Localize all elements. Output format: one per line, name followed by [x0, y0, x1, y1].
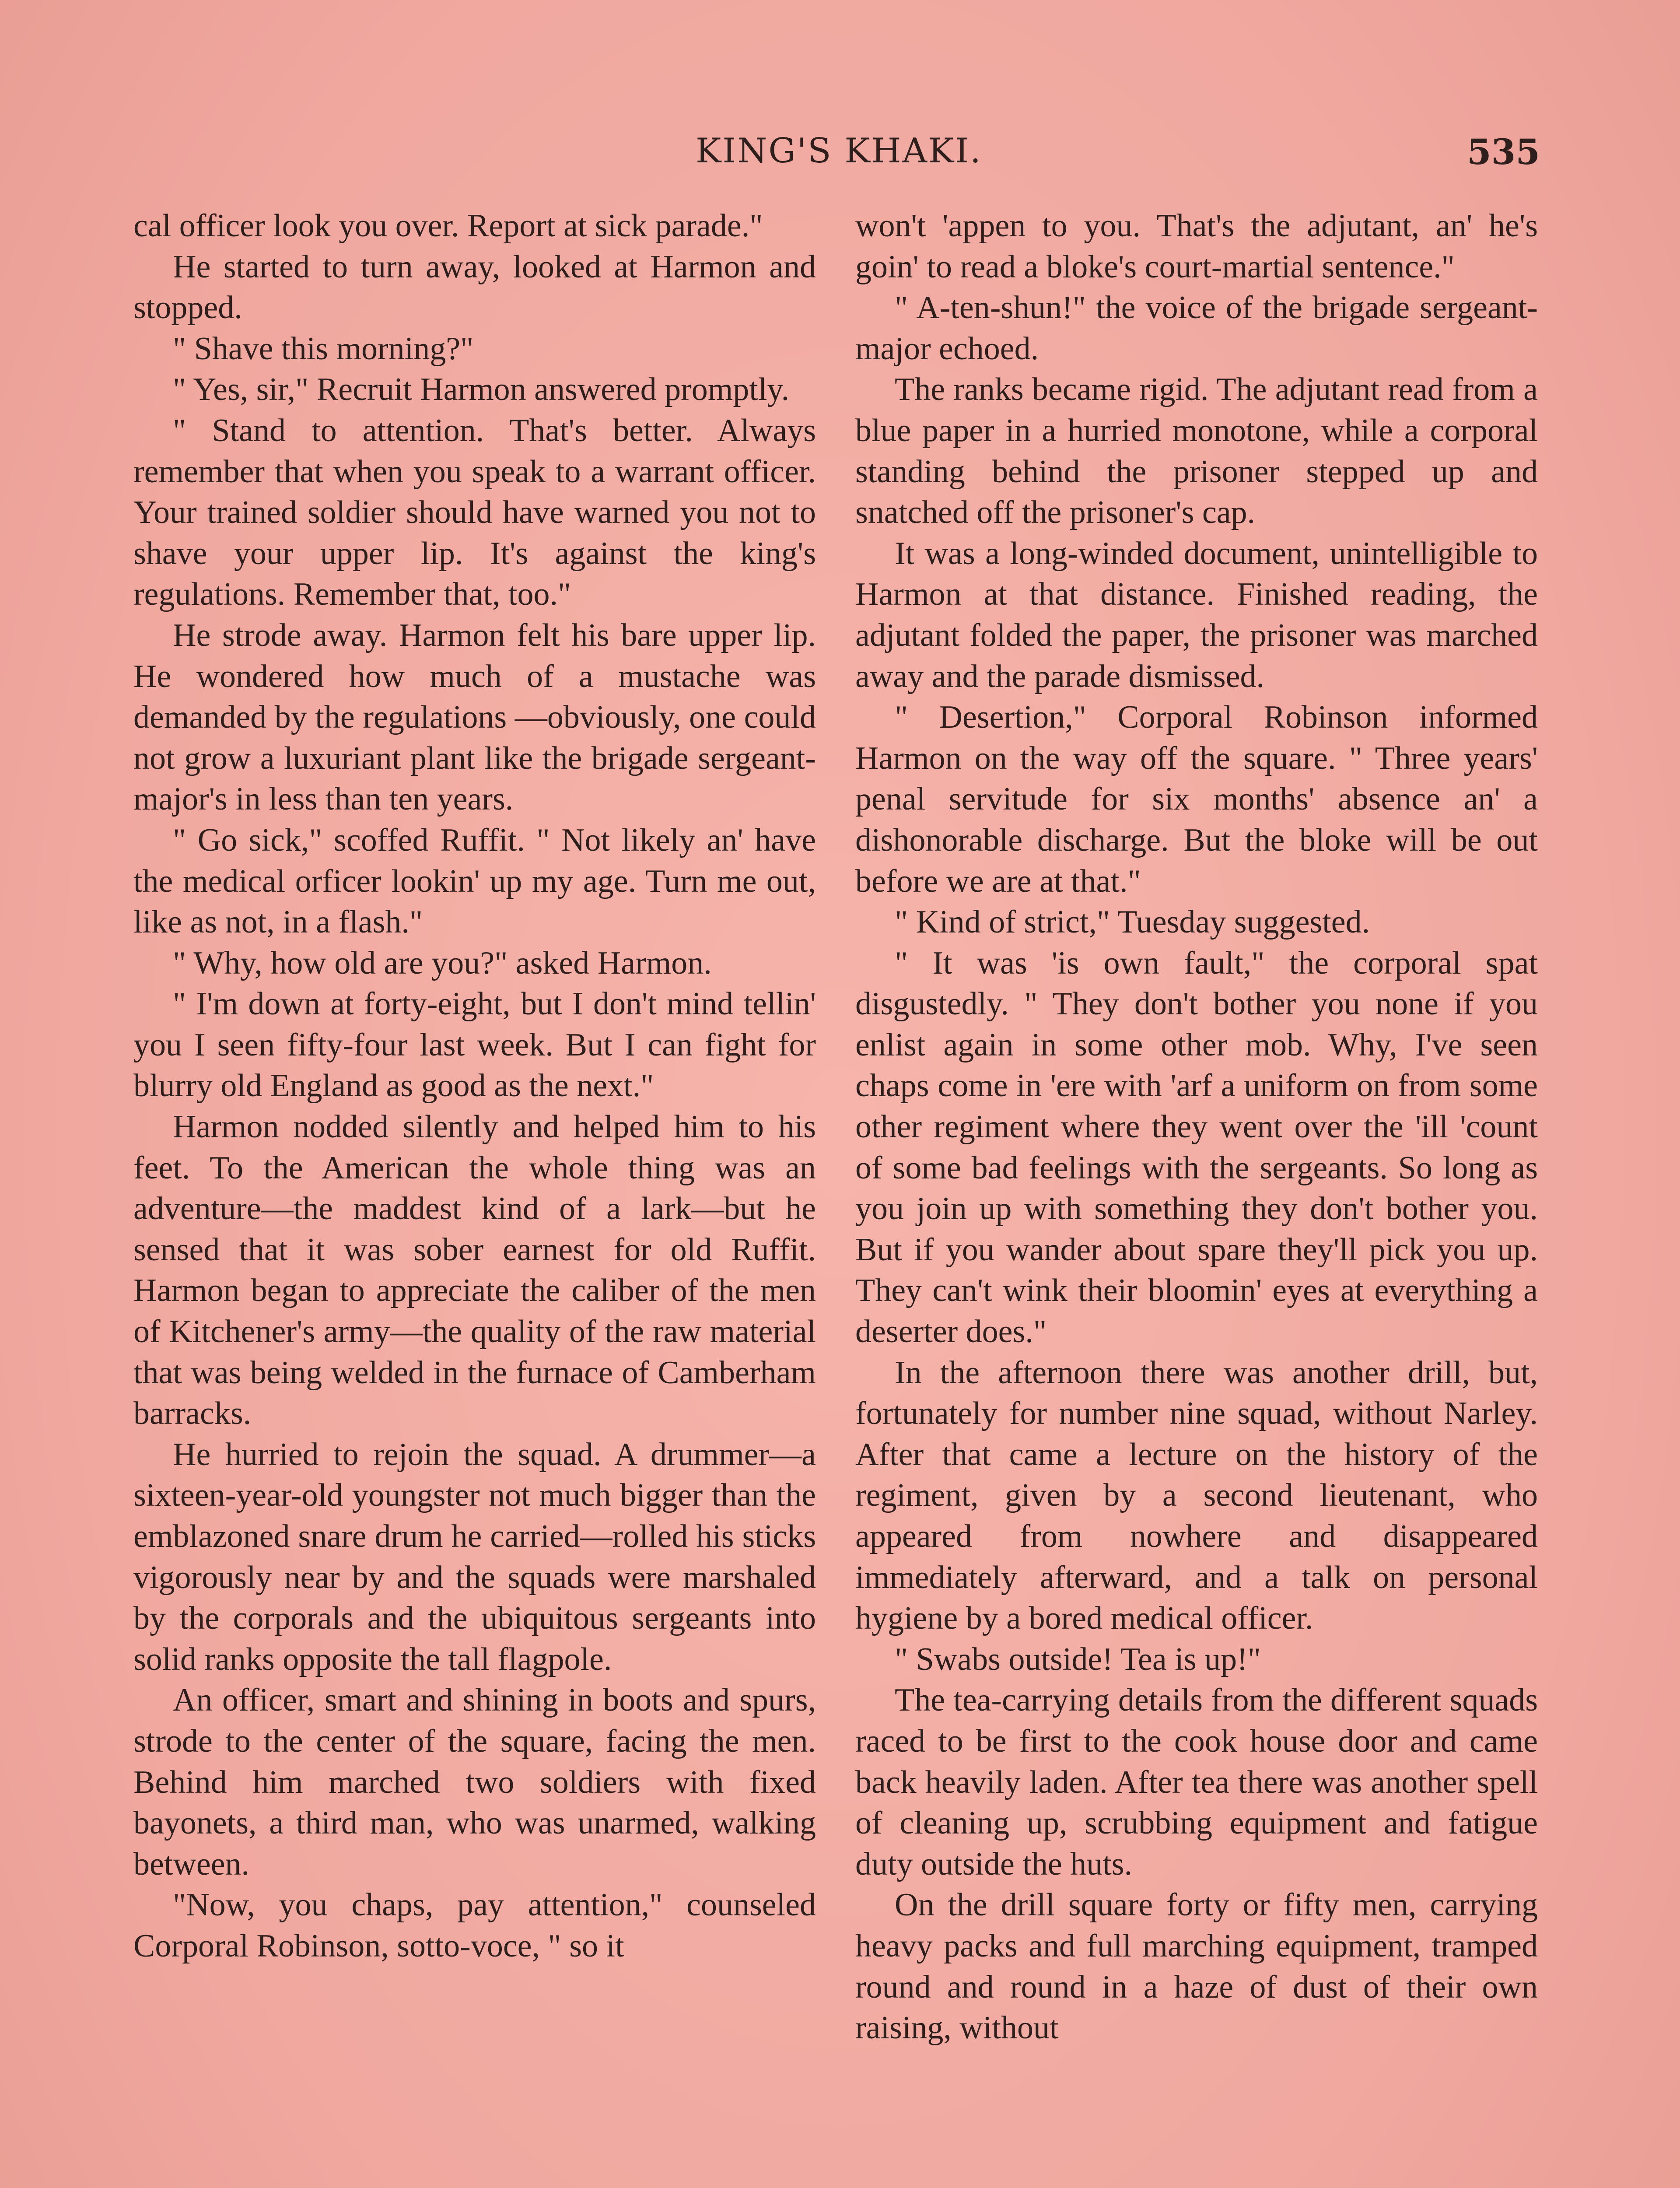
paragraph: " Swabs outside! Tea is up!" [895, 1641, 1261, 1677]
paragraph: The ranks became rigid. The adjutant read from a blue paper in a hurried monotone, while a corporal standing behind the prisoner stepped up and snatched off the prisoner's cap. [855, 372, 1538, 531]
paragraph: " Desertion," Corporal Robinson informed Harmon on the way off the square. " Three years' penal servitude for six months' absence an' a dishonorable discharge. But the bloke will be out before we are at that." [855, 699, 1538, 899]
paragraph: " Yes, sir," Recruit Harmon answered promptly. [173, 372, 790, 408]
paragraph: It was a long-winded document, unintelligible to Harmon at that distance. Finished reading, the adjutant folded the paper, the prisoner was marched away and the parade dismissed. [855, 535, 1538, 694]
paragraph: On the drill square forty or fifty men, carrying heavy packs and full marching equipment, tramped round and round in a haze of dust of their own raising, without [855, 1887, 1538, 2046]
paragraph: " Kind of strict," Tuesday suggested. [895, 904, 1370, 940]
paragraph: He started to turn away, looked at Harmon and stopped. [133, 249, 816, 326]
paragraph: He hurried to rejoin the squad. A drummer—a sixteen-year-old youngster not much bigger than the emblazoned snare drum he carried—rolled his sticks vigorously near by and the squads were marshaled by the corporals and the ubiquitous sergeants into solid ranks opposite the tall flagpole. [133, 1436, 816, 1677]
paragraph: " Why, how old are you?" asked Harmon. [173, 945, 712, 981]
paragraph: "Now, you chaps, pay attention," counseled Corporal Robinson, sotto-voce, " so it [133, 1887, 816, 1964]
paragraph: won't 'appen to you. That's the adjutant, an' he's goin' to read a bloke's court-martial sentence." [855, 208, 1538, 285]
paragraph: " It was 'is own fault," the corporal spat disgustedly. " They don't bother you none if you enlist again in some other mob. Why, I've seen chaps come in 'ere with 'arf a uniform on from some other regiment where they went over the 'ill 'count of some bad feelings with the sergeants. So long as you join up with something they don't bother you. But if you wander about spare they'll pick you up. They can't wink their bloomin' eyes at everything a deserter does." [855, 945, 1538, 1350]
left-column [133, 206, 816, 1967]
page-header [131, 131, 1540, 179]
paragraph: cal officer look you over. Report at sick parade." [133, 208, 763, 244]
paragraph: " Shave this morning?" [173, 330, 474, 367]
paragraph: The tea-carrying details from the different squads raced to be first to the cook house door and came back heavily laden. After tea there was another spell of cleaning up, scrubbing equipment and fatigue duty outside the huts. [855, 1682, 1538, 1882]
paragraph: An officer, smart and shining in boots and spurs, strode to the center of the square, facing the men. Behind him marched two soldiers with fixed bayonets, a third man, who was unarmed, walking between. [133, 1682, 816, 1882]
paragraph: In the afternoon there was another drill, but, fortunately for number nine squad, without Narley. After that came a lecture on the history of the regiment, given by a second lieutenant, who appeared from nowhere and disappeared immediately afterward, and a talk on personal hygiene by a bored medical officer. [855, 1354, 1538, 1637]
page-number: 535 [1467, 131, 1540, 172]
paragraph: He strode away. Harmon felt his bare upper lip. He wondered how much of a mustache was demanded by the regulations —obviously, one could not grow a luxuriant plant like the brigade sergeant-major's in less than ten years. [133, 617, 816, 817]
paragraph: " A-ten-shun!" the voice of the brigade sergeant-major echoed. [855, 290, 1538, 367]
paragraph: Harmon nodded silently and helped him to his feet. To the American the whole thing was an adventure—the maddest kind of a lark—but he sensed that it was sober earnest for old Ruffit. Harmon began to appreciate the caliber of the men of Kitchener's army—the quality of the raw material that was being welded in the furnace of Camberham barracks. [133, 1109, 816, 1432]
right-column [855, 206, 1538, 2049]
paragraph: " I'm down at forty-eight, but I don't mind tellin' you I seen fifty-four last week. But I can fight for blurry old England as good as the next." [133, 986, 816, 1104]
paragraph: " Go sick," scoffed Ruffit. " Not likely an' have the medical orficer lookin' up my age. Turn me out, like as not, in a flash." [133, 822, 816, 940]
paragraph: " Stand to attention. That's better. Always remember that when you speak to a warrant officer. Your trained soldier should have warned you not to shave your upper lip. It's against the king's regulations. Remember that, too." [133, 412, 816, 613]
running-title: KING'S KHAKI. [696, 131, 982, 171]
